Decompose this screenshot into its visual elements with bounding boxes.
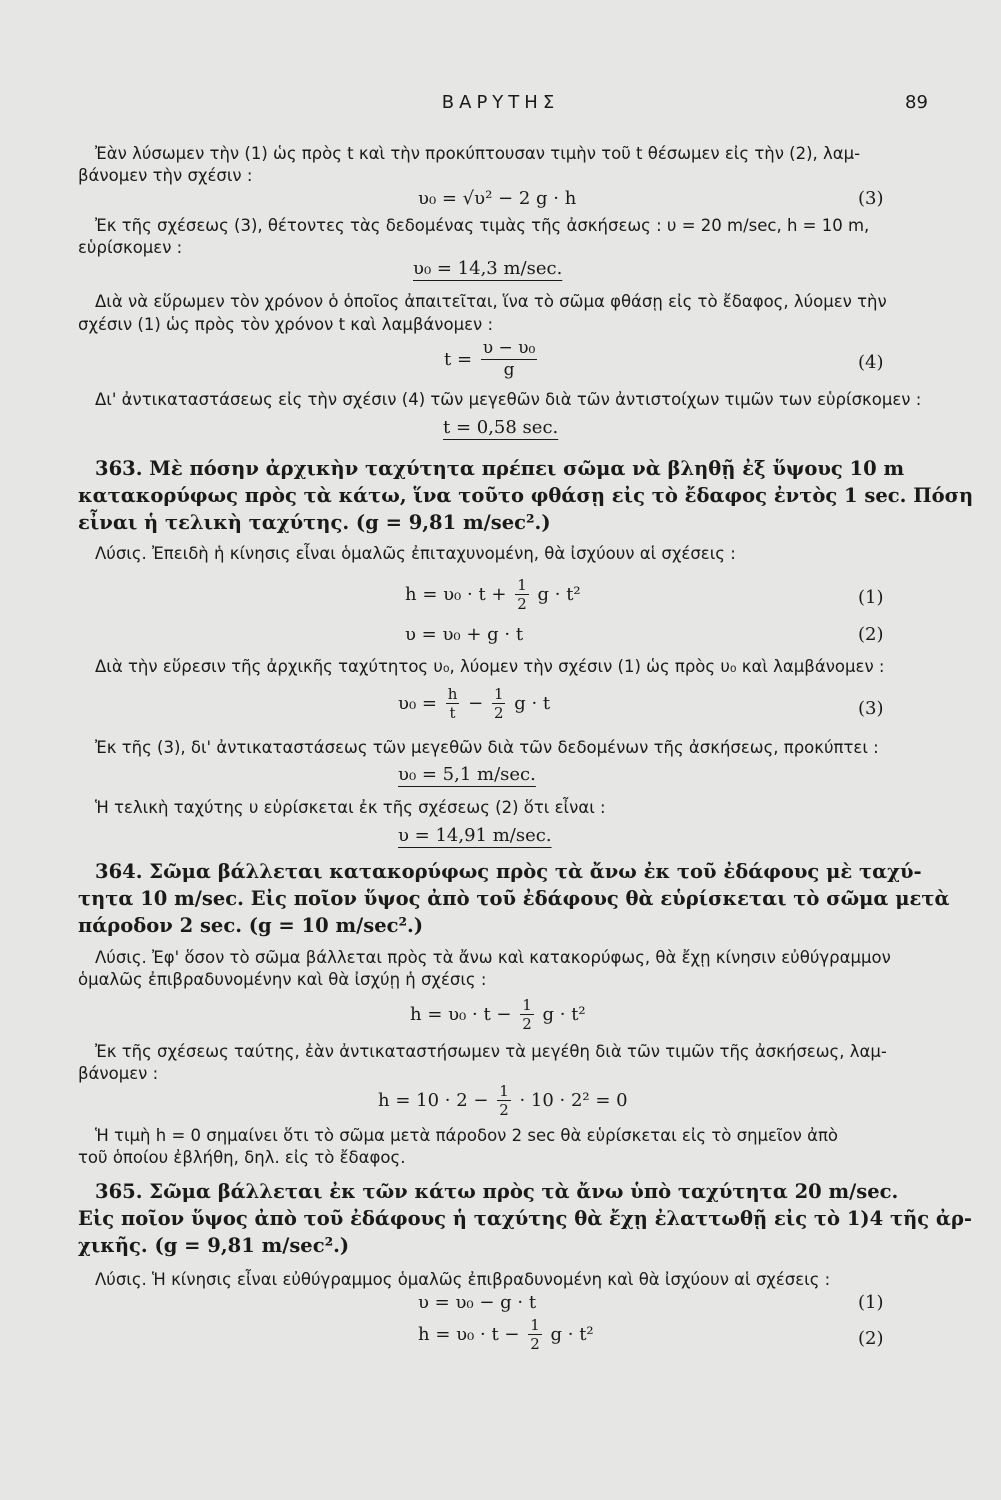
problem-365-line: χικῆς. (g = 9,81 m/sec².) (78, 1234, 350, 1257)
equation-number: (2) (858, 624, 884, 645)
numerator: 1 (530, 1316, 540, 1334)
problem-364-line: τητα 10 m/sec. Εἰς ποῖον ὕψος ἀπὸ τοῦ ἐδάφους θὰ εὑρίσκεται τὸ σῶμα μετὰ (78, 887, 950, 910)
intro-line: Διὰ νὰ εὕρωμεν τὸν χρόνον ὁ ὁποῖος ἀπαιτεῖται, ἵνα τὸ σῶμα φθάσῃ εἰς τὸ ἔδαφος, λύομεν τὴν (95, 292, 887, 311)
problem-363-line: 363. Μὲ πόσην ἀρχικὴν ταχύτητα πρέπει σῶμα νὰ βληθῇ ἐξ ὕψους 10 m (95, 457, 905, 480)
solution-line: τοῦ ὁποίου ἐβλήθη, δηλ. εἰς τὸ ἔδαφος. (78, 1148, 406, 1167)
equation-number: (4) (858, 352, 884, 373)
fraction (515, 576, 529, 613)
equation-part: h = υ₀ · t + (405, 584, 507, 605)
fraction (481, 338, 538, 381)
page-number: 89 (905, 92, 928, 113)
equation-part: h = υ₀ · t − (418, 1324, 520, 1345)
equation-part: g · t² (537, 584, 581, 605)
denominator: 2 (499, 1101, 509, 1119)
denominator: 2 (493, 704, 504, 722)
equation-2 (418, 1316, 594, 1353)
equation-part: h = 10 · 2 − (378, 1090, 489, 1111)
intro-line: Δι' ἀντικαταστάσεως εἰς τὴν σχέσιν (4) τῶν μεγεθῶν διὰ τῶν ἀντιστοίχων τιμῶν των εὑρίσκομεν : (95, 390, 922, 409)
denominator: 2 (517, 595, 527, 613)
numerator: υ − υ₀ (482, 338, 536, 358)
numerator: 1 (499, 1082, 509, 1100)
solution-line: Ἡ τιμὴ h = 0 σημαίνει ὅτι τὸ σῶμα μετὰ πάροδον 2 sec θὰ εὑρίσκεται εἰς τὸ σημεῖον ἀπὸ (95, 1126, 838, 1145)
equation-number: (1) (858, 1292, 884, 1313)
equation-part: υ₀ = (398, 693, 437, 714)
problem-363-line: κατακορύφως πρὸς τὰ κάτω, ἵνα τοῦτο φθάσῃ εἰς τὸ ἔδαφος ἐντὸς 1 sec. Πόση (78, 484, 974, 507)
numerator: h (447, 685, 458, 703)
intro-line: βάνομεν τὴν σχέσιν : (78, 166, 253, 185)
intro-line: Ἐὰν λύσωμεν τὴν (1) ὡς πρὸς t καὶ τὴν προκύπτουσαν τιμὴν τοῦ t θέσωμεν εἰς τὴν (2), λαμ- (95, 144, 861, 163)
intro-line: σχέσιν (1) ὡς πρὸς τὸν χρόνον t καὶ λαμβάνομεν : (78, 315, 494, 334)
equation-number: (3) (858, 188, 884, 209)
solution-line: βάνομεν : (78, 1064, 159, 1083)
solution-line: Διὰ τὴν εὕρεσιν τῆς ἀρχικῆς ταχύτητος υ₀, λύομεν τὴν σχέσιν (1) ὡς πρὸς υ₀ καὶ λαμβάνομεν : (95, 657, 885, 676)
solution-line: ὁμαλῶς ἐπιβραδυνομένην καὶ θὰ ἰσχύῃ ἡ σχέσις : (78, 970, 487, 989)
running-header: ΒΑΡΥΤΗΣ (441, 92, 560, 113)
solution-line: Λύσις. Ἐφ' ὅσον τὸ σῶμα βάλλεται πρὸς τὰ ἄνω καὶ κατακορύφως, θὰ ἔχῃ κίνησιν εὐθύγραμμον (95, 948, 891, 967)
solution-line: Λύσις. Ἐπειδὴ ἡ κίνησις εἶναι ὁμαλῶς ἐπιταχυνομένη, θὰ ἰσχύουν αἱ σχέσεις : (95, 544, 736, 563)
fraction (446, 685, 460, 722)
solution-line: Ἐκ τῆς σχέσεως ταύτης, ἐὰν ἀντικαταστήσωμεν τὰ μεγέθη διὰ τῶν τιμῶν τῆς ἀσκήσεως, λαμ- (95, 1042, 887, 1061)
equation-3 (398, 685, 550, 722)
result-v0: υ₀ = 14,3 m/sec. (413, 258, 563, 279)
equation-lhs: t = (444, 349, 473, 370)
problem-364-line: πάροδον 2 sec. (g = 10 m/sec².) (78, 914, 424, 937)
equation-part: g · t² (550, 1324, 594, 1345)
numerator: 1 (522, 996, 532, 1014)
equation-3: υ₀ = √υ² − 2 g · h (418, 188, 577, 209)
equation (378, 1082, 628, 1119)
denominator: 2 (530, 1335, 540, 1353)
equation-part: h = υ₀ · t − (410, 1004, 512, 1025)
problem-365-line: Εἰς ποῖον ὕψος ἀπὸ τοῦ ἐδάφους ἡ ταχύτης θὰ ἔχῃ ἐλαττωθῇ εἰς τὸ 1)4 τῆς ἀρ- (78, 1207, 973, 1230)
result-v: υ = 14,91 m/sec. (398, 825, 552, 846)
equation-part: − (468, 693, 484, 714)
solution-line: Λύσις. Ἡ κίνησις εἶναι εὐθύγραμμος ὁμαλῶς ἐπιβραδυνομένη καὶ θὰ ἰσχύουν αἱ σχέσεις : (95, 1270, 831, 1289)
problem-364-line: 364. Σῶμα βάλλεται κατακορύφως πρὸς τὰ ἄνω ἐκ τοῦ ἐδάφους μὲ ταχύ- (95, 860, 922, 883)
result-v0: υ₀ = 5,1 m/sec. (398, 764, 536, 785)
denominator: g (503, 360, 515, 380)
equation-part: g · t² (542, 1004, 586, 1025)
equation-part: · 10 · 2² = 0 (519, 1090, 628, 1111)
solution-line: Ἐκ τῆς (3), δι' ἀντικαταστάσεως τῶν μεγεθῶν διὰ τῶν δεδομένων τῆς ἀσκήσεως, προκύπτει : (95, 738, 879, 757)
numerator: 1 (493, 685, 504, 703)
intro-line: εὑρίσκομεν : (78, 238, 183, 257)
equation-1: υ = υ₀ − g · t (418, 1292, 537, 1313)
denominator: t (449, 704, 456, 722)
problem-363-line: εἶναι ἡ τελικὴ ταχύτης. (g = 9,81 m/sec².) (78, 511, 551, 534)
fraction (520, 996, 534, 1033)
intro-line: Ἐκ τῆς σχέσεως (3), θέτοντες τὰς δεδομένας τιμὰς τῆς ἀσκήσεως : υ = 20 m/sec, h = 10 m, (95, 216, 870, 235)
fraction (492, 685, 506, 722)
equation-1 (405, 576, 581, 613)
equation-number: (1) (858, 587, 884, 608)
solution-line: Ἡ τελικὴ ταχύτης υ εὑρίσκεται ἐκ τῆς σχέσεως (2) ὅτι εἶναι : (95, 798, 606, 817)
fraction (497, 1082, 511, 1119)
equation-number: (2) (858, 1328, 884, 1349)
equation-2: υ = υ₀ + g · t (405, 624, 524, 645)
equation-part: g · t (514, 693, 551, 714)
fraction (528, 1316, 542, 1353)
equation-4 (444, 338, 540, 381)
equation-number: (3) (858, 698, 884, 719)
denominator: 2 (522, 1015, 532, 1033)
numerator: 1 (517, 576, 527, 594)
result-t: t = 0,58 sec. (443, 417, 559, 438)
equation (410, 996, 586, 1033)
problem-365-line: 365. Σῶμα βάλλεται ἐκ τῶν κάτω πρὸς τὰ ἄνω ὑπὸ ταχύτητα 20 m/sec. (95, 1180, 899, 1203)
